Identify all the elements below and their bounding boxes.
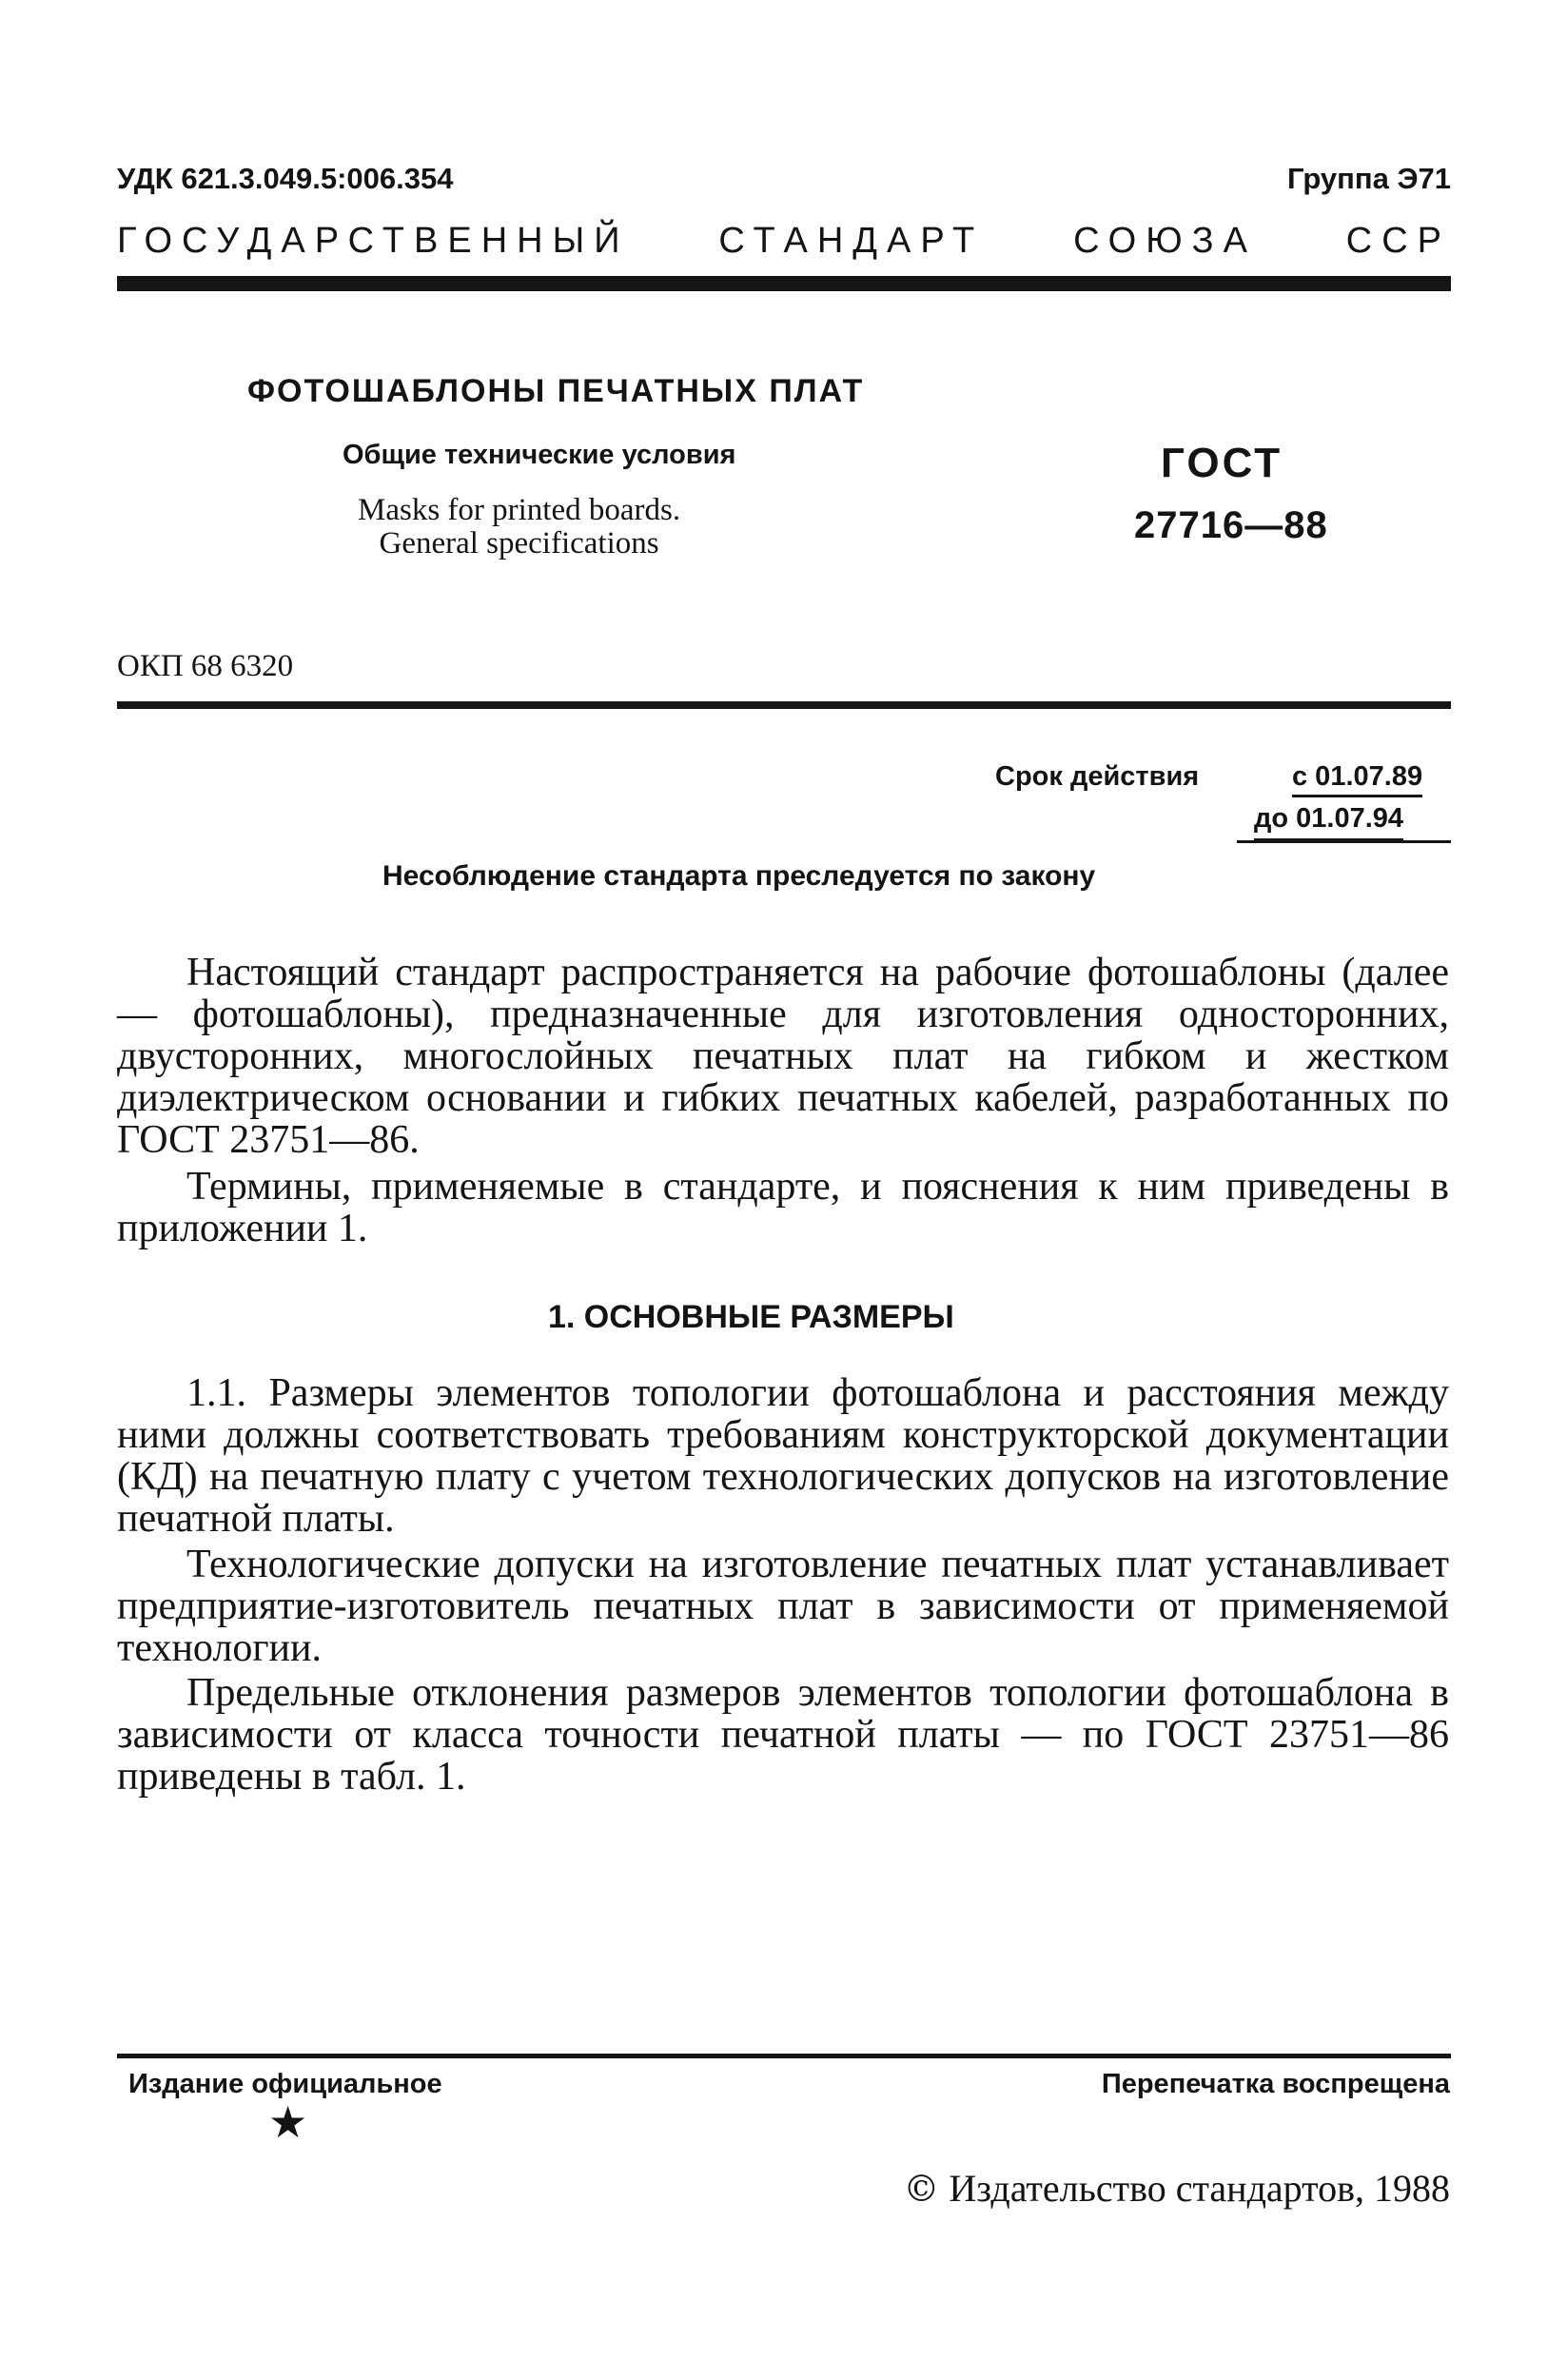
validity-from-date: с 01.07.89 <box>1292 761 1422 797</box>
title-en-line-2: General specifications <box>379 525 659 561</box>
copyright-text: Издательство стандартов, 1988 <box>949 2167 1450 2210</box>
top-thick-rule <box>117 276 1451 291</box>
footer-rule <box>117 2054 1451 2058</box>
reprint-prohibited-note: Перепечатка воспрещена <box>1101 2069 1450 2099</box>
copyright-line <box>903 2166 1450 2211</box>
section-1-paragraph-3: Предельные отклонения размеров элементов топологии фотошаблона в зависимости от класса точности печатной платы — по ГОСТ 23751—86 приведены в табл. 1. <box>117 1671 1449 1799</box>
official-edition-note: Издание официальное <box>128 2069 442 2099</box>
gost-label: ГОСТ <box>1161 440 1283 486</box>
validity-underline <box>1237 840 1451 843</box>
document-title-ru: ФОТОШАБЛОНЫ ПЕЧАТНЫХ ПЛАТ <box>247 373 865 409</box>
state-standard-banner: ГОСУДАРСТВЕННЫЙ СТАНДАРТ СОЮЗА ССР <box>117 221 1451 261</box>
star-icon: ★ <box>268 2098 308 2147</box>
section-1-paragraph-2: Технологические допуски на изготовление печатных плат устанавливает предприятие-изготовитель печатных плат в зависимости от применяемой технологии. <box>117 1543 1449 1670</box>
title-en-line-1: Masks for printed boards. <box>358 493 681 527</box>
group-code: Группа Э71 <box>1287 162 1451 195</box>
section-1-paragraph-1: 1.1. Размеры элементов топологии фотошаблона и расстояния между ними должны соответствовать требованиям конструкторской документации (КД) на печатную плату с учетом технологических допусков на изготовление печатной платы. <box>117 1371 1449 1541</box>
middle-rule <box>117 701 1451 709</box>
intro-paragraph-1: Настоящий стандарт распространяется на рабочие фотошаблоны (далее — фотошаблоны), предназначенные для изготовления односторонних, двусторонних, многослойных печатных плат на гибком и жестком диэлектрическом основании и гибких печатных кабелей, разработанных по ГОСТ 23751—86. <box>117 951 1449 1162</box>
udk-code: УДК 621.3.049.5:006.354 <box>117 162 454 195</box>
copyright-icon: © <box>903 2168 940 2210</box>
intro-paragraph-2: Термины, применяемые в стандарте, и пояснения к ним приведены в приложении 1. <box>117 1165 1449 1250</box>
okp-code: ОКП 68 6320 <box>117 649 294 683</box>
document-title-en <box>358 494 680 560</box>
validity-to-date: до 01.07.94 <box>1254 803 1403 841</box>
document-subtitle-ru: Общие технические условия <box>343 440 736 470</box>
section-1-heading: 1. ОСНОВНЫЕ РАЗМЕРЫ <box>548 1299 954 1335</box>
validity-label: Срок действия <box>995 761 1200 792</box>
legal-warning: Несоблюдение стандарта преследуется по закону <box>382 860 1096 892</box>
gost-number: 27716—88 <box>1134 504 1328 546</box>
